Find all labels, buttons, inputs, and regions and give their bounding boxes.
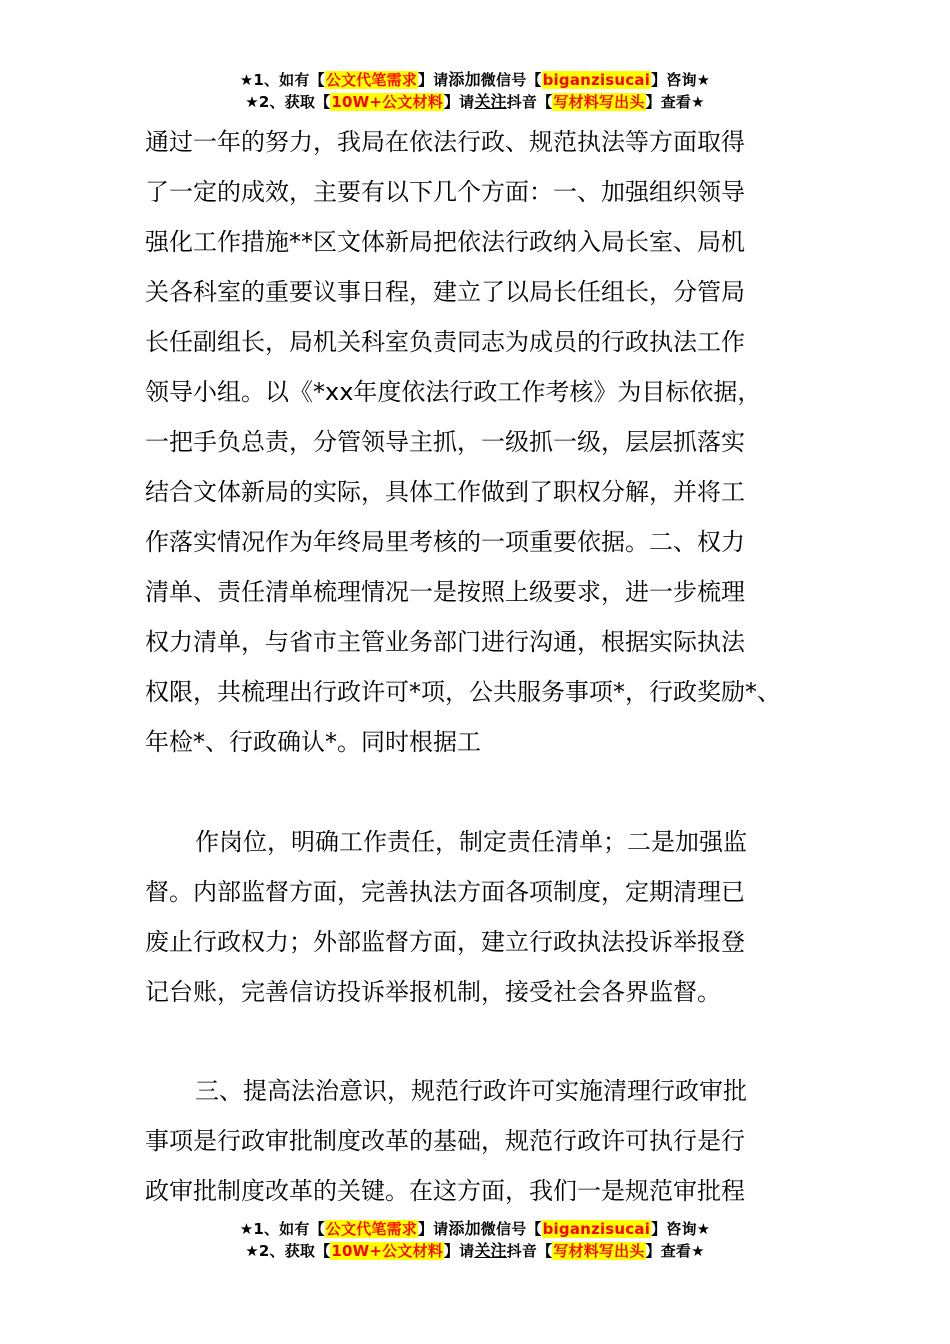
footer-banner (0, 1218, 950, 1262)
paragraph-2 (145, 817, 815, 1017)
banner-text: 微信号【 (480, 1220, 542, 1238)
banner-text: 抖音【 (506, 93, 553, 111)
banner-text: ★2、获取【 (245, 93, 331, 111)
text-line: 权力清单，与省市主管业务部门进行沟通，根据实际执法 (145, 628, 745, 656)
text-line: 强化工作措施**区文体新局把依法行政纳入局长室、局机 (145, 228, 745, 256)
text-line: 政审批制度改革的关键。在这方面，我们一是规范审批程 (145, 1177, 745, 1205)
paragraph-1 (145, 117, 815, 767)
banner-emphasis: 添加 (448, 1219, 481, 1238)
text-line: 督。内部监督方面，完善执法方面各项制度，定期清理已 (145, 878, 745, 906)
banner-text: 抖音【 (506, 1242, 553, 1260)
header-banner-line-1 (0, 69, 950, 91)
banner-emphasis: 关注 (474, 1241, 507, 1260)
document-body-2 (145, 817, 815, 1017)
banner-text: ★2、获取【 (245, 1242, 331, 1260)
banner-highlight: 公文代笔需求 (325, 71, 417, 89)
banner-text: 】请 (417, 1220, 449, 1238)
text-line: 事项是行政审批制度改革的基础，规范行政许可执行是行 (145, 1127, 745, 1155)
document-body (145, 117, 815, 767)
text-line: 年检*、行政确认*。同时根据工 (145, 728, 481, 756)
banner-text: 】查看★ (645, 1242, 705, 1260)
document-body-3 (145, 1066, 815, 1216)
banner-text: 微信号【 (480, 71, 542, 89)
text-line: 清单、责任清单梳理情况一是按照上级要求，进一步梳理 (145, 578, 745, 606)
footer-banner-line-2 (0, 1240, 950, 1262)
text-line: 作岗位，明确工作责任，制定责任清单；二是加强监 (195, 828, 747, 856)
text-line: 结合文体新局的实际，具体工作做到了职权分解，并将工 (145, 478, 745, 506)
text-line: 通过一年的努力，我局在依法行政、规范执法等方面取得 (145, 128, 745, 156)
text-line: 作落实情况作为年终局里考核的一项重要依据。二、权力 (145, 528, 745, 556)
banner-wechat-id: biganzisucai (542, 71, 651, 89)
banner-text: 】查看★ (645, 93, 705, 111)
text-line: 关各科室的重要议事日程，建立了以局长任组长，分管局 (145, 278, 745, 306)
text-line: 权限，共梳理出行政许可*项，公共服务事项*，行政奖励*、 (145, 678, 781, 706)
paragraph-3 (145, 1066, 815, 1216)
banner-emphasis: 关注 (474, 92, 507, 111)
banner-highlight: 10W+公文材料 (331, 1242, 443, 1260)
banner-text: 】请 (443, 93, 475, 111)
banner-text: 】请 (417, 71, 449, 89)
banner-text: 】咨询★ (651, 71, 711, 89)
text-line: 废止行政权力；外部监督方面，建立行政执法投诉举报登 (145, 928, 745, 956)
banner-douyin-account: 写材料写出头 (553, 1242, 645, 1260)
banner-wechat-id: biganzisucai (542, 1220, 651, 1238)
text-line: 长任副组长，局机关科室负责同志为成员的行政执法工作 (145, 328, 745, 356)
banner-text: 】咨询★ (651, 1220, 711, 1238)
text-line: 领导小组。以《*xx年度依法行政工作考核》为目标依据， (145, 378, 762, 406)
banner-text: ★1、如有【 (239, 71, 325, 89)
banner-emphasis: 添加 (448, 70, 481, 89)
banner-highlight: 10W+公文材料 (331, 93, 443, 111)
header-banner-line-2 (0, 91, 950, 113)
text-line: 一把手负总责，分管领导主抓，一级抓一级，层层抓落实 (145, 428, 745, 456)
text-line: 了一定的成效，主要有以下几个方面：一、加强组织领导 (145, 178, 745, 206)
text-line: 三、提高法治意识，规范行政许可实施清理行政审批 (195, 1077, 747, 1105)
header-banner (0, 69, 950, 113)
banner-douyin-account: 写材料写出头 (553, 93, 645, 111)
banner-text: 】请 (443, 1242, 475, 1260)
text-line: 记台账，完善信访投诉举报机制，接受社会各界监督。 (145, 978, 721, 1006)
banner-highlight: 公文代笔需求 (325, 1220, 417, 1238)
footer-banner-line-1 (0, 1218, 950, 1240)
banner-text: ★1、如有【 (239, 1220, 325, 1238)
